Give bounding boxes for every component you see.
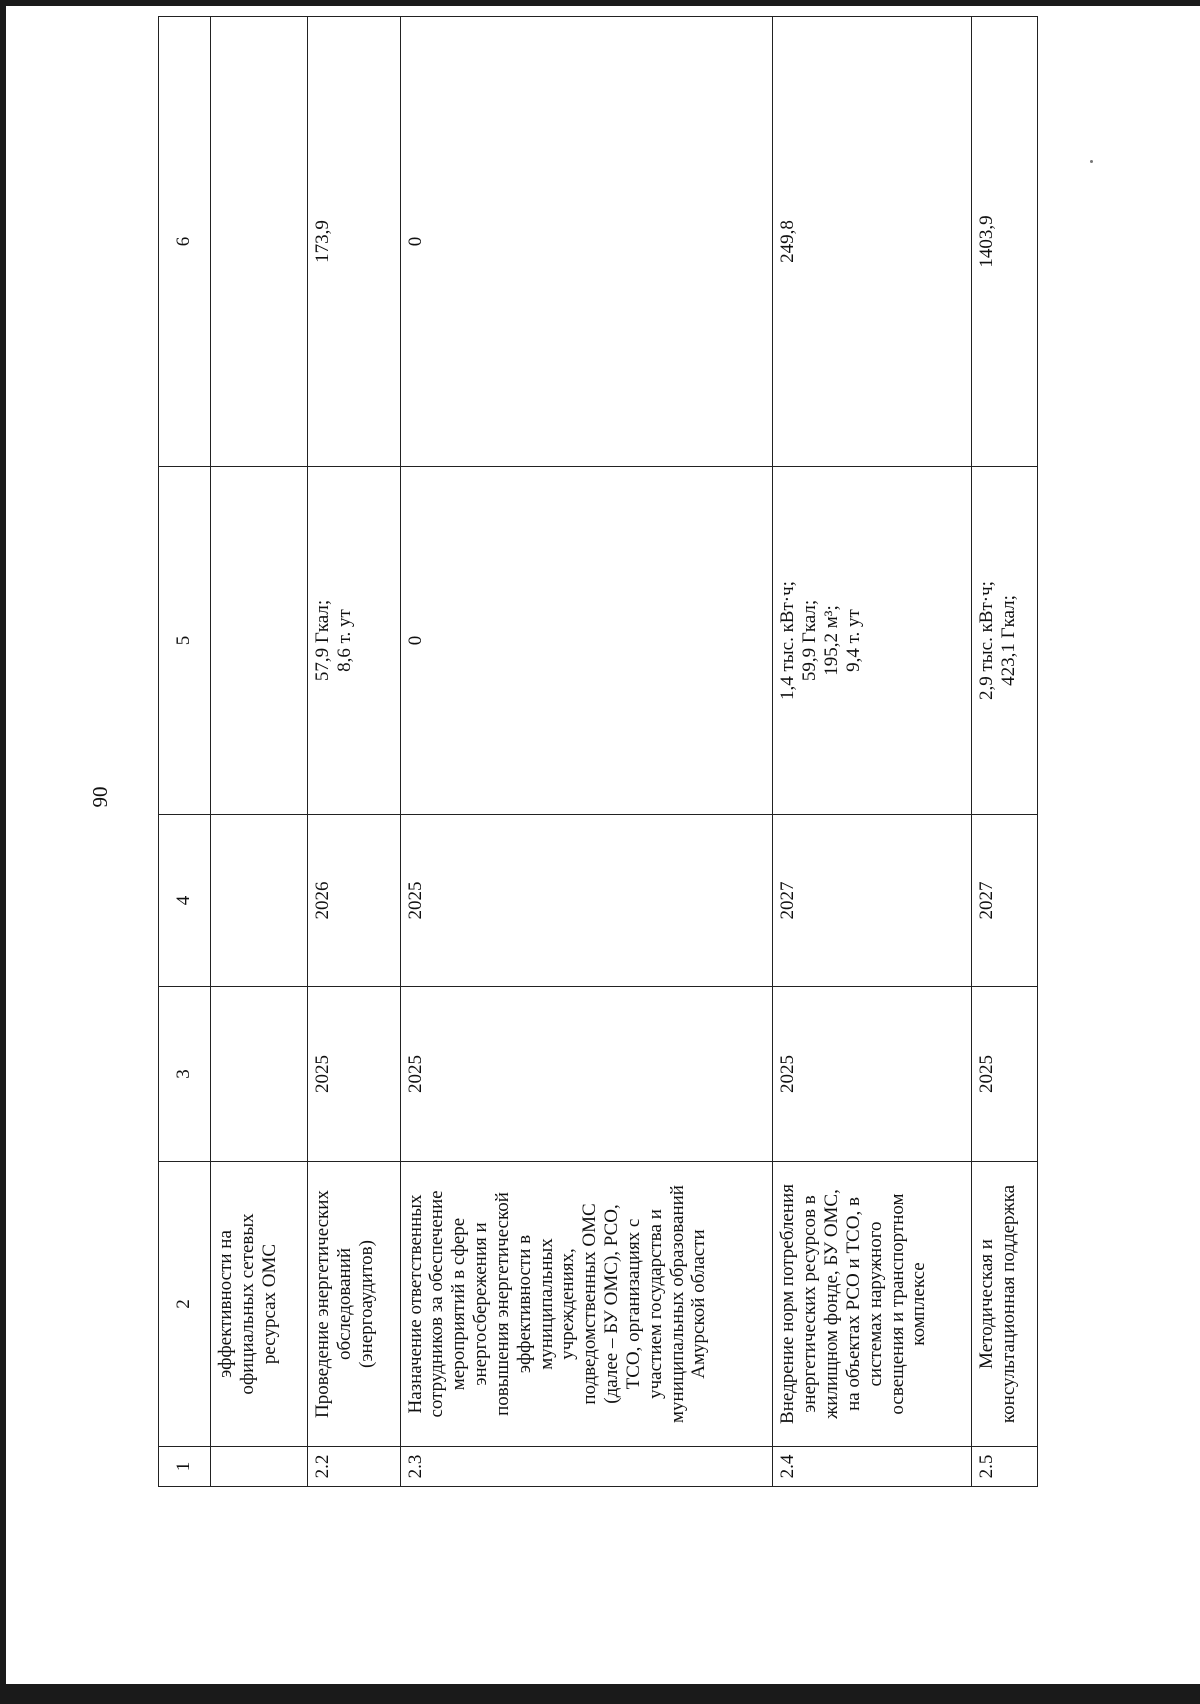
measure-name: Проведение энергетических обследований (энергоаудитов)	[307, 1162, 400, 1447]
savings-value: 173,9	[307, 17, 400, 467]
table-row	[773, 17, 972, 1487]
start-year: 2025	[971, 987, 1037, 1162]
table-header-row	[159, 17, 211, 1487]
scan-edge-bottom	[0, 1684, 1200, 1704]
start-year: 2025	[773, 987, 972, 1162]
end-year: 2027	[971, 815, 1037, 987]
table-row	[307, 17, 400, 1487]
measures-table	[158, 16, 1038, 1487]
savings-effect: 57,9 Гкал; 8,6 т. ут	[307, 467, 400, 815]
rotated-page	[80, 7, 1050, 1587]
row-number: 2.2	[307, 1447, 400, 1487]
measure-name: Внедрение норм потребления энергетических ресурсов в жилищном фонде, БУ ОМС, на объектах РСО и ТСО, в системах наружного освещения и транспортном комплексе	[773, 1162, 972, 1447]
row-number	[210, 1447, 307, 1487]
savings-value: 249,8	[773, 17, 972, 467]
start-year: 2025	[400, 987, 773, 1162]
header-cell: 4	[159, 815, 211, 987]
end-year: 2027	[773, 815, 972, 987]
end-year	[210, 815, 307, 987]
row-number: 2.4	[773, 1447, 972, 1487]
savings-effect: 1,4 тыс. кВт·ч; 59,9 Гкал; 195,2 м³; 9,4 т. ут	[773, 467, 972, 815]
savings-effect: 2,9 тыс. кВт·ч; 423,1 Гкал;	[971, 467, 1037, 815]
row-number: 2.5	[971, 1447, 1037, 1487]
header-cell: 5	[159, 467, 211, 815]
header-cell: 2	[159, 1162, 211, 1447]
table-row	[400, 17, 773, 1487]
table-row	[971, 17, 1037, 1487]
end-year: 2026	[307, 815, 400, 987]
measure-name: Назначение ответственных сотрудников за обеспечение мероприятий в сфере энергосбережения и повышения энергетической эффективности в муниципальных учреждениях, подведомственных ОМС (далее – БУ ОМС), РСО, ТСО, организациях с участием государства и муниципальных образований Амурской области	[400, 1162, 773, 1447]
header-cell: 3	[159, 987, 211, 1162]
savings-effect: 0	[400, 467, 773, 815]
savings-value: 0	[400, 17, 773, 467]
scan-edge-left	[0, 0, 6, 1704]
header-cell: 1	[159, 1447, 211, 1487]
savings-value: 1403,9	[971, 17, 1037, 467]
end-year: 2025	[400, 815, 773, 987]
savings-value	[210, 17, 307, 467]
measure-name: эффективности на официальных сетевых ресурсах ОМС	[210, 1162, 307, 1447]
header-cell: 6	[159, 17, 211, 467]
scan-speck	[1090, 160, 1093, 163]
measure-name: Методическая и консультационная поддержка	[971, 1162, 1037, 1447]
row-number: 2.3	[400, 1447, 773, 1487]
page-number: 90	[88, 786, 112, 808]
start-year	[210, 987, 307, 1162]
scan-edge-top	[0, 0, 1200, 6]
start-year: 2025	[307, 987, 400, 1162]
savings-effect	[210, 467, 307, 815]
table-row	[210, 17, 307, 1487]
